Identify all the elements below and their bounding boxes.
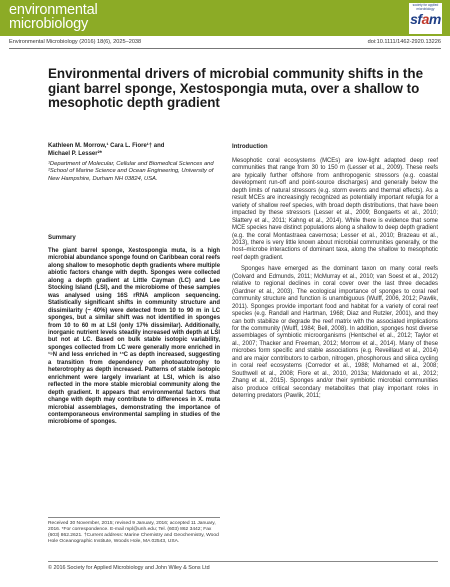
copyright-notice: © 2016 Society for Applied Microbiology and John Wiley & Sons Ltd xyxy=(48,565,210,571)
footer-rule xyxy=(48,561,438,562)
footnote-rule xyxy=(48,517,220,518)
introduction-heading: Introduction xyxy=(232,143,268,150)
affiliation-2: ²School of Marine Science and Ocean Engineering, University of New Hampshire, Durham NH 03824, USA. xyxy=(48,168,214,182)
affiliation-1: ¹Department of Molecular, Cellular and Biomedical Sciences and xyxy=(48,161,214,167)
header-rule xyxy=(9,48,441,49)
authors-line-1: Kathleen M. Morrow,¹ Cara L. Fiore¹† and xyxy=(48,143,165,149)
authors-line-2: Michael P. Lesser²* xyxy=(48,150,102,157)
received-footnote: Received 30 November, 2015; revised 9 January, 2016; accepted 11 January, 2016. *For correspondence. E-mail mpl@unh.edu; Tel. (603) 862 3442; Fax (603) 862.2621. †Current address: Marine Chemistry and Geochemistry, Wood Hole Oceanographic Institute, Woods Hole, MA 02543, USA. xyxy=(48,521,219,544)
journal-citation: Environmental Microbiology (2016) 18(6), 2025–2038 xyxy=(9,39,142,45)
society-logo xyxy=(409,3,442,34)
article-title: Environmental drivers of microbial community shifts in the giant barrel sponge, Xestospongia muta, over a shallow to mesophotic depth gradient xyxy=(48,66,424,111)
intro-paragraph-2: Sponges have emerged as the dominant taxon on many coral reefs (Colvard and Edmunds, 2011; McMurray et al., 2010; van Soest et al., 2012) relative to regional declines in coral cover over the last three decades (Gardner et al., 2003). The ecological importance of sponges to coral reef community structure and function is unambiguous (Wulff, 2006, 2012; Pawlik, 2011). Sponges provide important food and habitat for a variety of coral reef species (e.g. Randall and Hartman, 1968; Diaz and Rutzler, 2001), and they can both stabilize or degrade the reef matrix with the associated implications for the community (Wulff, 1984; Bell, 2008). In addition, sponges host diverse assemblages of symbiotic microorganisms (Hentschel et al., 2012; Taylor et al., 2007; Thacker and Freeman, 2012; Morrow et al., 2014). Many of these microbes form specific and stable associations (e.g. Reveillaud et al., 2014) and are major contributors to carbon, nitrogen, phosphorous and silica cycling in coral reef ecosystems (Corredor et al., 1988; Mohamed et al., 2008; Southwell et al., 2008; Fiore et al., 2010, 2013a; Maldonado et al., 2012; Zhang et al., 2015). Sponges and/or their symbiotic microbial communities also produce critical secondary metabolites that play important roles in deterring predators (Pawlik, 2011; xyxy=(232,266,438,400)
journal-name-line2: microbiology xyxy=(9,16,88,32)
affiliations xyxy=(48,161,220,183)
journal-banner xyxy=(0,0,450,36)
author-list xyxy=(48,143,220,158)
journal-name-line1: environmental xyxy=(9,2,98,18)
summary-heading: Summary xyxy=(48,234,76,241)
logo-mark: sfam xyxy=(410,11,441,27)
summary-text: The giant barrel sponge, Xestospongia muta, is a high microbial abundance sponge found on Caribbean coral reefs along shallow to mesophotic depth gradients where multiple abiotic factors change with depth. Sponges were collected along a depth gradient at Little Cayman (LC) and Lee Stocking Island (LSI), and the microbiome of these samples was analysed using 16S rRNA amplicon sequencing. Statistically significant shifts in community structure and dissimilarity (~ 40%) were detected from 10 to 90 m in LC sponges, but a similar shift was not identified in sponges from 10 to 60 m at LSI (only 17% dissimilar). Additionally, inorganic nutrient levels steadily increased with depth at LSI but not at LC. Based on bulk stable isotopic variability, sponges collected from LC were generally more enriched in ¹⁵N and less enriched in ¹³C as depth increased, suggesting a transition from dependency on photoautotrophy to heterotrophy as depth increased. Patterns of stable isotopic enrichment were largely invariant at LSI, which is also reflected in the more stable microbial community along the depth gradient. It appears that environmental factors that change with depth may contribute to differences in X. muta microbial assemblages, demonstrating the importance of contemporaneous environmental sampling in studies of the microbiome of sponges. xyxy=(48,248,220,426)
doi-link[interactable]: doi:10.1111/1462-2920.13226 xyxy=(367,39,441,45)
intro-paragraph-1: Mesophotic coral ecosystems (MCEs) are low-light adapted deep reef communities that range from 30 to 150 m (Lesser et al., 2009). These reefs are typically further offshore from anthropogenic stressors (e.g. coastal development run-off and point-source discharges) and generally below the depth limits of natural stressors (e.g. storm events and thermal effects). As a result MCEs are increasingly recognized as potentially important refugia for a variety of shallow reef species, with broad depth distributions, that have been impacted by these stressors (Lesser et al., 2009; Bongaerts et al., 2010; Slattery et al., 2011; Kahng et al., 2014). While there is evidence that some MCE species have distinct populations along a shallow to deep depth gradient (e.g. the coral Montastraea cavernosa; Lesser et al., 2010; Brazeau et al., 2013), there is very little known about microbial communities generally, or the host–microbe interactions of dominant taxa, along the shallow to mesophotic reef depth gradient. xyxy=(232,158,438,261)
logo-society-text: society for applied microbiology xyxy=(412,3,439,11)
introduction-body xyxy=(232,158,438,401)
